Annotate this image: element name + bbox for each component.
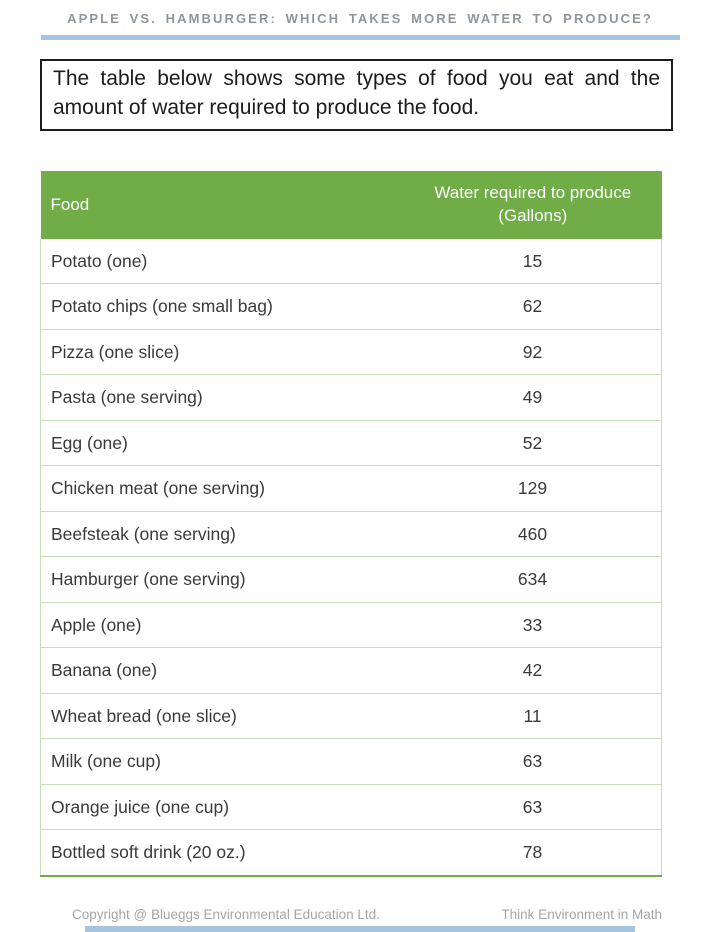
gallons-cell: 33 [404, 602, 661, 648]
table-row [41, 420, 662, 466]
table-row [41, 329, 662, 375]
food-cell: Beefsteak (one serving) [41, 511, 405, 557]
gallons-cell: 92 [404, 329, 661, 375]
table-row [41, 511, 662, 557]
gallons-cell: 63 [404, 784, 661, 830]
gallons-cell: 460 [404, 511, 661, 557]
food-cell: Banana (one) [41, 648, 405, 694]
food-cell: Orange juice (one cup) [41, 784, 405, 830]
intro-text: The table below shows some types of food you eat and the amount of water required to produce the food. [53, 67, 660, 119]
gallons-cell: 42 [404, 648, 661, 694]
footer-tagline: Think Environment in Math [501, 907, 662, 922]
gallons-cell: 63 [404, 739, 661, 785]
table-row [41, 784, 662, 830]
table-row [41, 693, 662, 739]
gallons-cell: 11 [404, 693, 661, 739]
table-row [41, 830, 662, 876]
water-column-header [404, 171, 661, 239]
table-row [41, 739, 662, 785]
water-usage-table [40, 171, 662, 877]
food-cell: Wheat bread (one slice) [41, 693, 405, 739]
gallons-cell: 129 [404, 466, 661, 512]
gallons-cell: 62 [404, 284, 661, 330]
gallons-cell: 78 [404, 830, 661, 876]
food-cell: Chicken meat (one serving) [41, 466, 405, 512]
food-cell: Egg (one) [41, 420, 405, 466]
table-row [41, 375, 662, 421]
table-row [41, 602, 662, 648]
food-cell: Milk (one cup) [41, 739, 405, 785]
gallons-cell: 52 [404, 420, 661, 466]
food-cell: Hamburger (one serving) [41, 557, 405, 603]
table-header-row [41, 171, 662, 239]
bottom-divider [85, 926, 635, 932]
food-cell: Pizza (one slice) [41, 329, 405, 375]
table-row [41, 557, 662, 603]
food-column-header: Food [41, 171, 405, 239]
gallons-cell: 634 [404, 557, 661, 603]
table-row [41, 284, 662, 330]
water-column-header-line1: Water required to produce [434, 183, 632, 202]
table-row [41, 648, 662, 694]
food-cell: Bottled soft drink (20 oz.) [41, 830, 405, 876]
food-cell: Pasta (one serving) [41, 375, 405, 421]
table-row [41, 466, 662, 512]
gallons-cell: 49 [404, 375, 661, 421]
water-column-header-line2: (Gallons) [498, 205, 568, 225]
page-title: APPLE VS. HAMBURGER: WHICH TAKES MORE WATER TO PRODUCE? [67, 11, 653, 26]
food-cell: Apple (one) [41, 602, 405, 648]
food-cell: Potato (one) [41, 239, 405, 284]
gallons-cell: 15 [404, 239, 661, 284]
table-row [41, 239, 662, 284]
copyright-text: Copyright @ Blueggs Environmental Education Ltd. [72, 907, 380, 922]
food-cell: Potato chips (one small bag) [41, 284, 405, 330]
page-footer [72, 907, 662, 922]
title-divider [41, 35, 680, 40]
intro-box [40, 59, 673, 131]
